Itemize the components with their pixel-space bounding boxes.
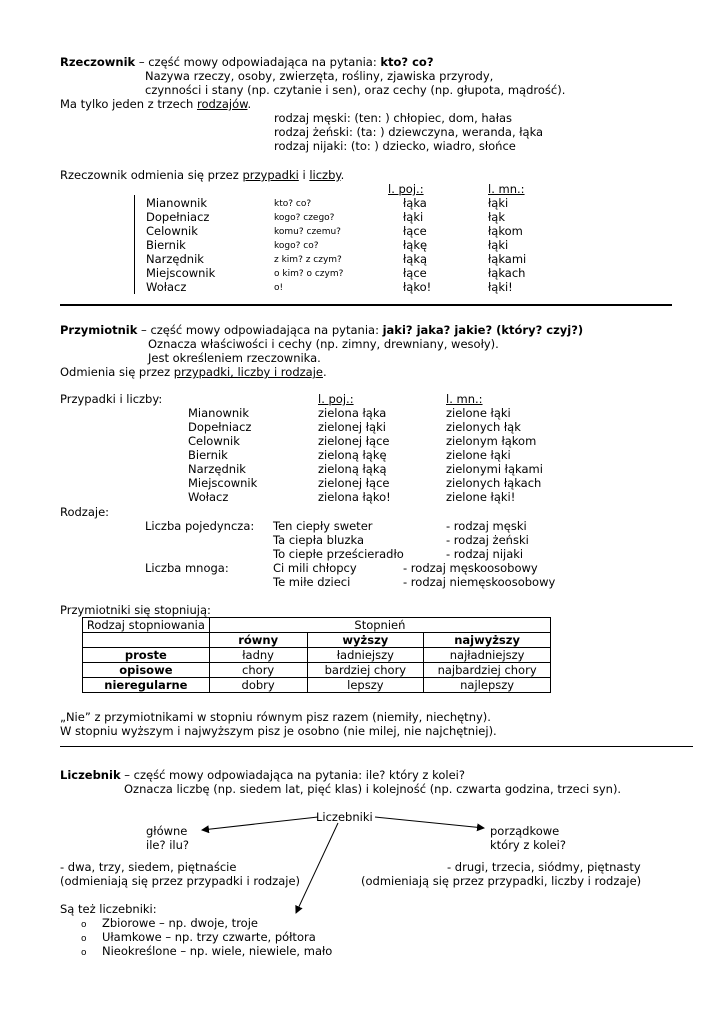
list-item: Ułamkowe – np. trzy czwarte, półtora bbox=[102, 930, 316, 944]
przymiotnik-desc-1: Oznacza właściwości i cechy (np. zimny, drewniany, wesoły). bbox=[148, 337, 499, 351]
table-cell: najbardziej chory bbox=[424, 663, 551, 678]
case-name: Narzędnik bbox=[146, 252, 204, 266]
lp-rodzaj: - rodzaj męski bbox=[446, 519, 527, 533]
table-cell: najlepszy bbox=[424, 678, 551, 693]
case-plural: łąk bbox=[488, 210, 505, 224]
stopniowanie-label: Przymiotniki się stopniują: bbox=[60, 603, 211, 617]
case-question: o kim? o czym? bbox=[274, 269, 344, 279]
case-name: Dopełniacz bbox=[146, 210, 210, 224]
odm-post: . bbox=[340, 168, 345, 182]
case-singular: zieloną łąkę bbox=[318, 448, 387, 462]
przymiotnik-def: – część mowy odpowiadająca na pytania: bbox=[137, 323, 383, 337]
glowne-examples: - dwa, trzy, siedem, piętnaście bbox=[60, 860, 237, 874]
lm-example: Ci mili chłopcy bbox=[273, 561, 357, 575]
case-name: Wołacz bbox=[146, 280, 187, 294]
case-plural: zielone łąki bbox=[446, 406, 511, 420]
case-singular: zielonej łące bbox=[318, 476, 390, 490]
przymiotnik-term: Przymiotnik bbox=[60, 323, 138, 337]
header-rodzaj-stopniowania: Rodzaj stopniowania bbox=[83, 618, 210, 633]
liczebnik-def: – część mowy odpowiadająca na pytania: ile? który z kolei? bbox=[120, 768, 465, 782]
przymiotnik-questions: jaki? jaka? jakie? (który? czyj?) bbox=[382, 323, 584, 337]
porzadkowe-label: porządkowe bbox=[490, 824, 560, 838]
table-cell: chory bbox=[209, 663, 307, 678]
case-plural: łąkami bbox=[488, 252, 527, 266]
glowne-odmiana: (odmieniają się przez przypadki i rodzaje) bbox=[60, 874, 301, 888]
case-plural: łąki bbox=[488, 238, 509, 252]
case-question: o! bbox=[274, 283, 284, 293]
bullet-icon: o bbox=[81, 948, 87, 958]
case-plural: łąkom bbox=[488, 224, 523, 238]
odm-mid: i bbox=[298, 168, 310, 182]
rzeczownik-desc-2: czynności i stany (np. czytanie i sen), oraz cechy (np. głupota, mądrość). bbox=[145, 83, 566, 97]
col-header: najwyższy bbox=[424, 633, 551, 648]
lm-rodzaj: - rodzaj niemęskoosobowy bbox=[403, 575, 556, 589]
przym-header-poj: l. poj.: bbox=[318, 392, 354, 406]
przymiotnik-desc-2: Jest określeniem rzeczownika. bbox=[148, 351, 321, 365]
bullet-icon: o bbox=[81, 920, 87, 930]
case-plural: zielonym łąkom bbox=[446, 434, 537, 448]
case-name: Biernik bbox=[188, 448, 228, 462]
case-singular: łące bbox=[403, 266, 427, 280]
case-singular: łące bbox=[403, 224, 427, 238]
lm-example: Te miłe dzieci bbox=[273, 575, 351, 589]
arrow-to-glowne bbox=[202, 817, 318, 830]
case-plural: łąki! bbox=[488, 280, 513, 294]
rzecz-header-poj: l. poj.: bbox=[388, 182, 424, 196]
case-question: kogo? co? bbox=[274, 241, 319, 251]
rzeczownik-def: – część mowy odpowiadająca na pytania: bbox=[135, 55, 381, 69]
liczebnik-term: Liczebnik bbox=[60, 768, 121, 782]
row-label: proste bbox=[83, 648, 210, 663]
lp-rodzaj: - rodzaj nijaki bbox=[446, 547, 524, 561]
case-question: kto? co? bbox=[274, 199, 312, 209]
case-plural: łąkach bbox=[488, 266, 526, 280]
rzecz-header-mn: l. mn.: bbox=[488, 182, 525, 196]
rodzaj-link: rodzajów bbox=[196, 97, 248, 111]
p-odm-link: przypadki, liczby i rodzaje bbox=[173, 365, 323, 379]
case-plural: zielonymi łąkami bbox=[446, 462, 543, 476]
liczebnik-desc: Oznacza liczbę (np. siedem lat, pięć klas) i kolejność (np. czwarta godzina, trzeci syn). bbox=[124, 782, 622, 796]
table-cell: najładniejszy bbox=[424, 648, 551, 663]
arrow-to-inne bbox=[296, 823, 338, 913]
rzeczownik-desc-1: Nazywa rzeczy, osoby, zwierzęta, rośliny, zjawiska przyrody, bbox=[145, 69, 494, 83]
rodzaj-post: . bbox=[247, 97, 252, 111]
porzadkowe-odmiana: (odmieniają się przez przypadki, liczby i rodzaje) bbox=[361, 874, 642, 888]
porzadkowe-examples: - drugi, trzecia, siódmy, piętnasty bbox=[447, 860, 641, 874]
lm-rodzaj: - rodzaj męskoosobowy bbox=[403, 561, 538, 575]
lp-rodzaj: - rodzaj żeński bbox=[446, 533, 529, 547]
rodzaj-zenski: rodzaj żeński: (ta: ) dziewczyna, weranda, łąka bbox=[274, 125, 544, 139]
case-name: Narzędnik bbox=[188, 462, 246, 476]
glowne-question: ile? ilu? bbox=[146, 838, 190, 852]
case-plural: zielonych łąk bbox=[446, 420, 521, 434]
case-question: kogo? czego? bbox=[274, 213, 335, 223]
case-singular: zielona łąka bbox=[318, 406, 387, 420]
nie-rule-1: „Nie” z przymiotnikami w stopniu równym pisz razem (niemiły, niechętny). bbox=[60, 710, 491, 724]
rodzaje-label: Rodzaje: bbox=[60, 505, 110, 519]
row-label: opisowe bbox=[83, 663, 210, 678]
case-singular: zielonej łąki bbox=[318, 420, 386, 434]
nie-rule-2: W stopniu wyższym i najwyższym pisz je osobno (nie milej, nie najchętniej). bbox=[60, 724, 497, 738]
case-singular: łąki bbox=[403, 210, 424, 224]
case-name: Biernik bbox=[146, 238, 186, 252]
case-name: Miejscownik bbox=[146, 266, 216, 280]
header-stopien: Stopnień bbox=[209, 618, 550, 633]
inne-liczebniki-label: Są też liczebniki: bbox=[60, 902, 157, 916]
case-plural: łąki bbox=[488, 196, 509, 210]
rodzaj-nijaki: rodzaj nijaki: (to: ) dziecko, wiadro, słońce bbox=[274, 139, 516, 153]
case-singular: łąko! bbox=[403, 280, 432, 294]
rodzaj-pre: Ma tylko jeden z trzech bbox=[60, 97, 197, 111]
case-name: Miejscownik bbox=[188, 476, 258, 490]
lp-example: To ciepłe prześcieradło bbox=[273, 547, 404, 561]
case-name: Dopełniacz bbox=[188, 420, 252, 434]
case-question: z kim? z czym? bbox=[274, 255, 342, 265]
case-singular: łąka bbox=[403, 196, 427, 210]
rzeczownik-questions: kto? co? bbox=[380, 55, 434, 69]
list-item: Zbiorowe – np. dwoje, troje bbox=[102, 916, 258, 930]
odm-pre: Rzeczownik odmienia się przez bbox=[60, 168, 243, 182]
case-name: Wołacz bbox=[188, 490, 229, 504]
case-singular: zielona łąko! bbox=[318, 490, 391, 504]
table-cell: dobry bbox=[209, 678, 307, 693]
bullet-icon: o bbox=[81, 934, 87, 944]
przym-header-mn: l. mn.: bbox=[446, 392, 483, 406]
liczba-mnoga-label: Liczba mnoga: bbox=[145, 561, 229, 575]
case-name: Mianownik bbox=[188, 406, 250, 420]
case-plural: zielone łąki bbox=[446, 448, 511, 462]
list-item: Nieokreślone – np. wiele, niewiele, mało bbox=[102, 944, 333, 958]
case-singular: łąką bbox=[403, 252, 428, 266]
odm-liczby: liczby bbox=[309, 168, 341, 182]
lp-example: Ta ciepła bluzka bbox=[273, 533, 365, 547]
case-question: komu? czemu? bbox=[274, 227, 341, 237]
col-header: równy bbox=[209, 633, 307, 648]
porzadkowe-question: który z kolei? bbox=[490, 838, 566, 852]
case-singular: zieloną łąką bbox=[318, 462, 387, 476]
przypadki-label: Przypadki i liczby: bbox=[60, 392, 163, 406]
case-singular: zielonej łące bbox=[318, 434, 390, 448]
case-plural: zielone łąki! bbox=[446, 490, 516, 504]
table-cell: ładniejszy bbox=[307, 648, 424, 663]
p-odm-post: . bbox=[322, 365, 327, 379]
p-odm-pre: Odmienia się przez bbox=[60, 365, 174, 379]
table-cell: lepszy bbox=[307, 678, 424, 693]
odm-przypadki: przypadki bbox=[242, 168, 299, 182]
liczba-pojedyncza-label: Liczba pojedyncza: bbox=[145, 519, 255, 533]
glowne-label: główne bbox=[146, 824, 188, 838]
case-singular: łąkę bbox=[403, 238, 428, 252]
rzeczownik-term: Rzeczownik bbox=[60, 55, 136, 69]
lp-example: Ten ciepły sweter bbox=[273, 519, 373, 533]
arrow-to-porzadkowe bbox=[375, 817, 484, 828]
case-name: Celownik bbox=[146, 224, 198, 238]
case-plural: zielonych łąkach bbox=[446, 476, 542, 490]
rodzaj-meski: rodzaj męski: (ten: ) chłopiec, dom, hałas bbox=[274, 111, 513, 125]
case-name: Mianownik bbox=[146, 196, 208, 210]
table-cell: bardziej chory bbox=[307, 663, 424, 678]
table-cell: ładny bbox=[209, 648, 307, 663]
liczebniki-center: Liczebniki bbox=[316, 810, 373, 824]
case-name: Celownik bbox=[188, 434, 240, 448]
row-label: nieregularne bbox=[83, 678, 210, 693]
col-header: wyższy bbox=[307, 633, 424, 648]
